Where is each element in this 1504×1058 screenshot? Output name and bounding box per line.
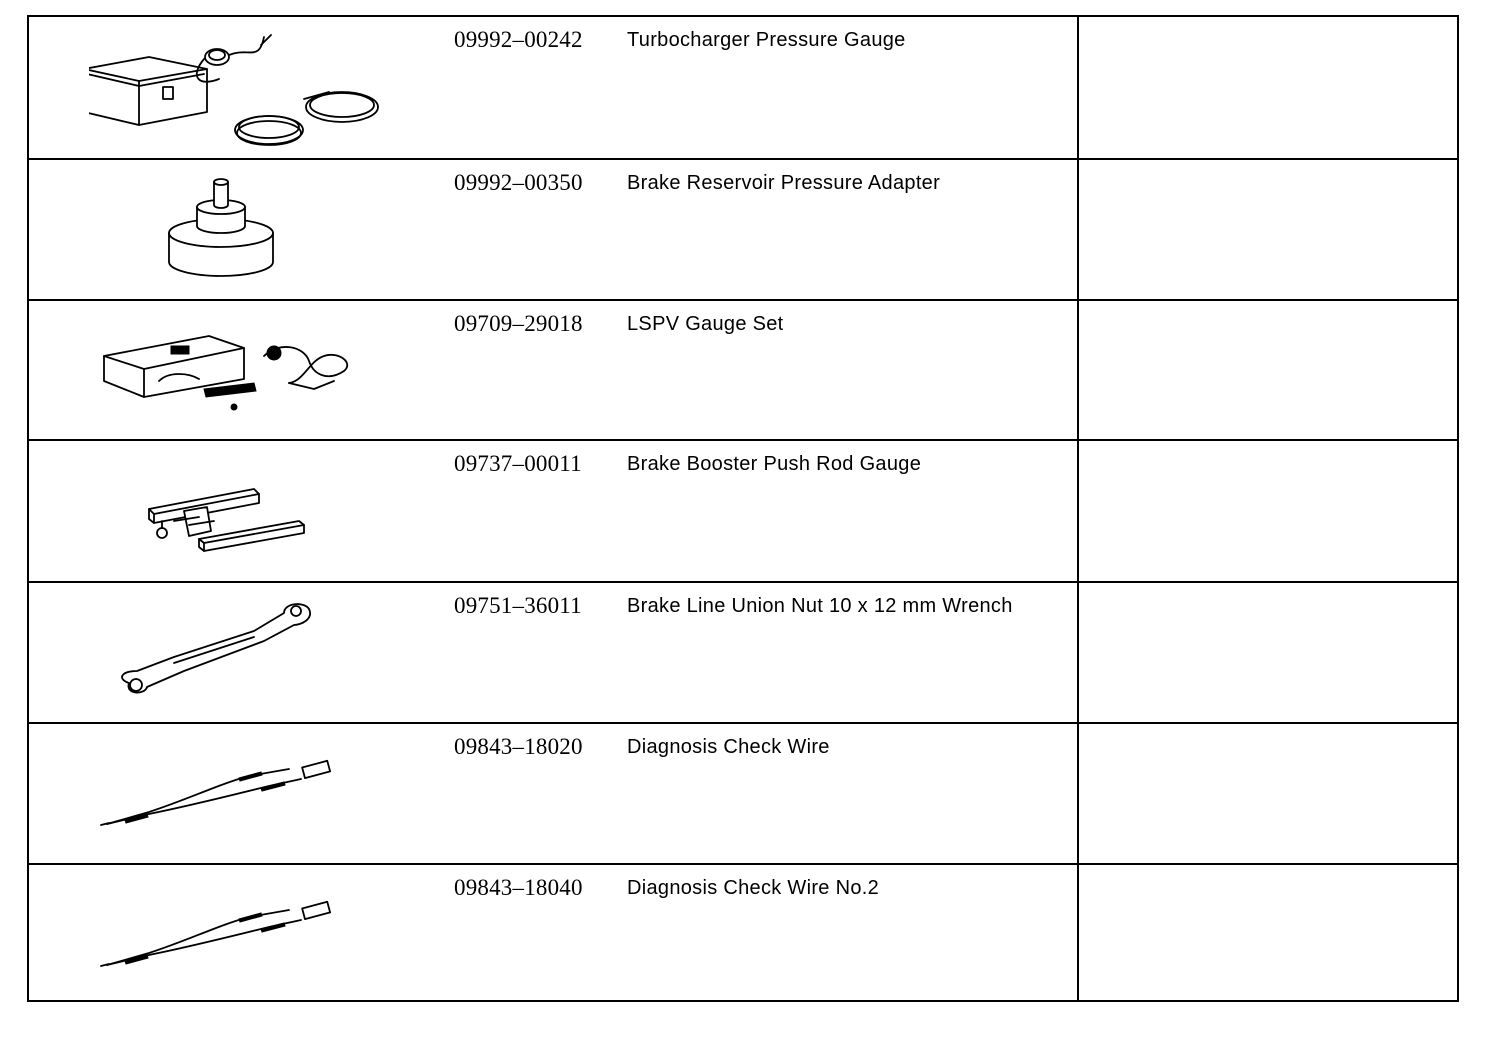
table-row	[29, 865, 1457, 1000]
check-wire-icon	[89, 724, 389, 864]
part-number: 09709–29018	[454, 311, 583, 336]
part-number: 09992–00350	[454, 170, 583, 195]
tool-name: LSPV Gauge Set	[627, 313, 784, 335]
turbocharger-pressure-gauge-icon	[89, 17, 389, 157]
special-service-tools-table	[27, 15, 1459, 1002]
remarks-cell	[1079, 583, 1457, 722]
lspv-gauge-set-icon	[89, 301, 389, 441]
remarks-cell	[1079, 724, 1457, 863]
table-row	[29, 441, 1457, 583]
remarks-cell	[1079, 160, 1457, 299]
remarks-cell	[1079, 301, 1457, 439]
check-wire-icon	[89, 865, 389, 1005]
table-row	[29, 724, 1457, 865]
tool-name: Turbocharger Pressure Gauge	[627, 29, 906, 51]
table-row	[29, 17, 1457, 160]
tool-name: Diagnosis Check Wire No.2	[627, 877, 880, 899]
table-row	[29, 301, 1457, 441]
remarks-cell	[1079, 17, 1457, 158]
table-row	[29, 160, 1457, 301]
push-rod-gauge-icon	[89, 441, 389, 581]
part-number: 09992–00242	[454, 27, 583, 52]
table-row	[29, 583, 1457, 724]
remarks-cell	[1079, 441, 1457, 581]
tool-name: Brake Line Union Nut 10 x 12 mm Wrench	[627, 595, 1013, 617]
tool-name: Brake Reservoir Pressure Adapter	[627, 172, 941, 194]
tool-name: Diagnosis Check Wire	[627, 736, 830, 758]
union-nut-wrench-icon	[89, 583, 389, 723]
part-number: 09737–00011	[454, 451, 582, 476]
remarks-cell	[1079, 865, 1457, 1000]
tool-name: Brake Booster Push Rod Gauge	[627, 453, 922, 475]
part-number: 09843–18020	[454, 734, 583, 759]
part-number: 09751–36011	[454, 593, 582, 618]
brake-reservoir-adapter-icon	[89, 160, 389, 300]
part-number: 09843–18040	[454, 875, 583, 900]
